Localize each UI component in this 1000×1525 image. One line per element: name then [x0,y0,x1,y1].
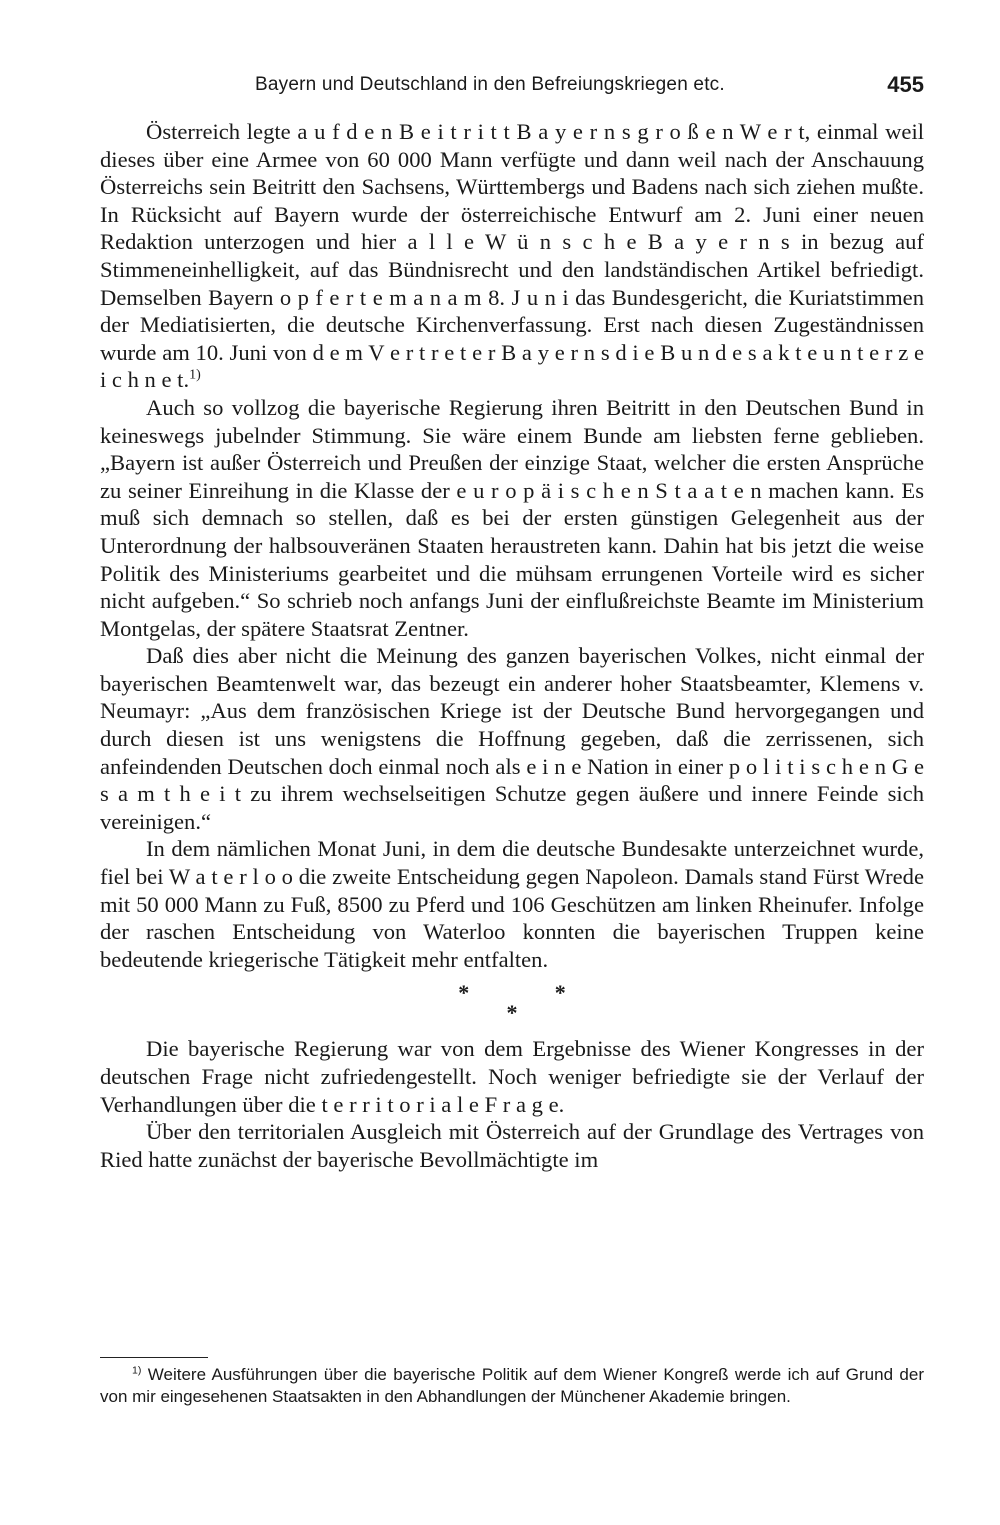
footnote-reference: 1) [189,367,201,383]
running-head: Bayern und Deutschland in den Befreiungskriegen etc. [255,74,725,95]
footnote-marker: 1) [132,1364,142,1377]
footnote-text: Weitere Ausführungen über die bayerische Politik auf dem Wiener Kongreß werde ich auf Grund der von mir eingesehenen Staatsakten in den Abhandlungen der Münchener Akademie bringen. [100,1365,924,1406]
paragraph-6: Über den territorialen Ausgleich mit Österreich auf der Grundlage des Vertrages von Ried hatte zunächst der bayerische Bevollmächtigte im [100,1119,924,1172]
body-text [100,118,924,1173]
page-number: 455 [887,72,924,97]
separator-asterisk-bottom: * [506,1000,518,1026]
page-header [100,72,924,102]
footnote [100,1364,924,1407]
separator-asterisks-top: * * [458,980,606,1006]
footnote-divider [100,1357,208,1358]
paragraph-2: Auch so vollzog die bayerische Regierung ihren Beitritt in den Deutschen Bund in keineswegs jubelnder Stimmung. Sie wäre einem Bunde am liebsten ferne geblieben. „Bayern ist außer Österreich und Preußen der einzige Staat, welcher die ersten Ansprüche zu seiner Einreihung in die Klasse der e u r o p ä i s c h e n S t a a t e n machen kann. Es muß sich demnach so stellen, daß es bei der ersten günstigen Gelegenheit aus der Unterordnung der halbsouveränen Staaten heraustreten kann. Dahin hat bis jetzt die weise Politik des Ministeriums gearbeitet und die mühsam errungenen Vorteile wird es sicher nicht aufgeben.“ So schrieb noch anfangs Juni der einflußreichste Beamte im Ministerium Montgelas, der spätere Staatsrat Zentner. [100,394,924,641]
paragraph-3: Daß dies aber nicht die Meinung des ganzen bayerischen Volkes, nicht einmal der bayerischen Beamtenwelt war, das bezeugt ein anderer hoher Staatsbeamter, Klemens v. Neumayr: „Aus dem französischen Kriege ist der Deutsche Bund hervorgegangen und durch diesen ist uns wenigstens die Hoffnung gegeben, daß die zerrissenen, sich anfeindenden Deutschen doch einmal noch als e i n e Nation in einer p o l i t i s c h e n G e s a m t h e i t zu ihrem wechselseitigen Schutze gegen äußere und innere Feinde sich vereinigen.“ [100,643,924,834]
paragraph-1 [100,118,924,394]
paragraph-1-text: Österreich legte a u f d e n B e i t r i t t B a y e r n s g r o ß e n W e r t, einmal weil dieses über eine Armee von 60 000 Mann verfügte und dann weil nach der Anschauung Österreichs sein Beitritt den Sachsens, Württembergs und Badens nach sich ziehen mußte. In Rücksicht auf Bayern wurde der österreichische Entwurf am 2. Juni einer neuen Redaktion unterzogen und hier a l l e W ü n s c h e B a y e r n s in bezug auf Stimmeneinhelligkeit, auf das Bündnisrecht und den landständischen Artikel befriedigt. Demselben Bayern o p f e r t e m a n a m 8. J u n i das Bundesgericht, die Kuriatstimmen der Mediatisierten, die deutsche Kirchenverfassung. Erst nach diesen Zugeständnissen wurde am 10. Juni von d e m V e r t r e t e r B a y e r n s d i e B u n d e s a k t e u n t e r z e i c h n e t. [100,119,924,393]
paragraph-4: In dem nämlichen Monat Juni, in dem die deutsche Bundesakte unterzeichnet wurde, fiel bei W a t e r l o o die zweite Entscheidung gegen Napoleon. Damals stand Fürst Wrede mit 50 000 Mann zu Fuß, 8500 zu Pferd und 106 Geschützen am linken Rheinufer. Infolge der raschen Entscheidung von Waterloo konnten die bayerischen Truppen keine bedeutende kriegerische Tätigkeit mehr entfalten. [100,836,924,972]
paragraph-5: Die bayerische Regierung war von dem Ergebnisse des Wiener Kongresses in der deutschen Frage nicht zufriedengestellt. Noch weniger befriedigte sie der Verlauf der Verhandlungen über die t e r r i t o r i a l e F r a g e. [100,1036,924,1117]
section-separator [100,980,924,1026]
